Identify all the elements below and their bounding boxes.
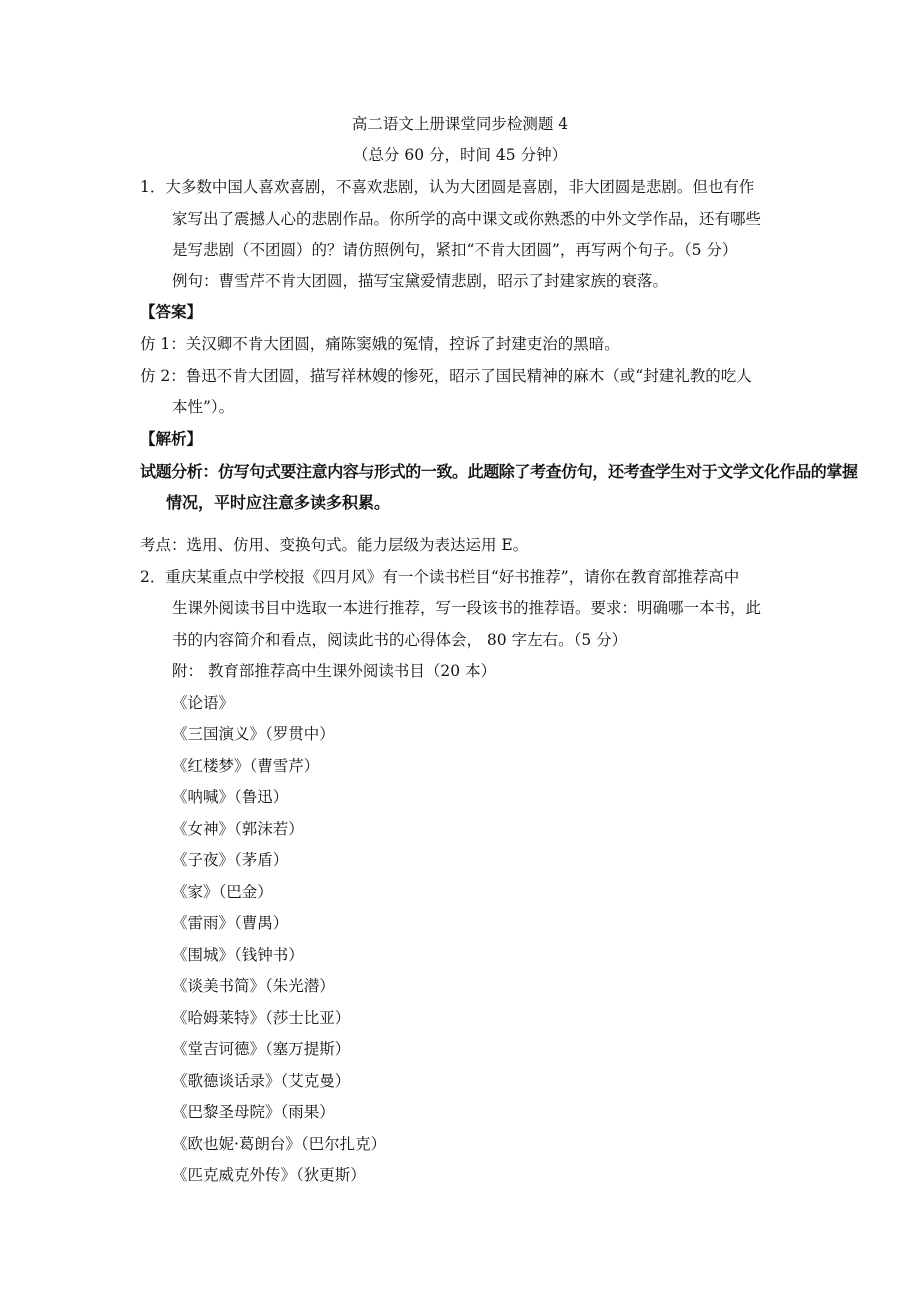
question-1-line: 是写悲剧（不团圆）的？请仿照例句，紧扣“不肯大团圆”，再写两个句子。（5 分） [172, 241, 738, 259]
answer-line: 仿 2：鲁迅不肯大团圆，描写祥林嫂的惨死，昭示了国民精神的麻木（或“封建礼教的吃人 [140, 367, 752, 385]
book-item: 《堂吉诃德》（塞万提斯） [172, 1040, 351, 1058]
book-item: 《巴黎圣母院》（雨果） [172, 1103, 335, 1121]
book-item: 《论语》 [172, 694, 235, 712]
book-item: 《谈美书简》（朱光潜） [172, 977, 335, 995]
question-1-example: 例句：曹雪芹不肯大团圆，描写宝黛爱情悲剧，昭示了封建家族的衰落。 [172, 272, 669, 290]
question-2-line: 书的内容简介和看点，阅读此书的心得体会， 80 字左右。（5 分） [172, 631, 628, 649]
kaodian-note: 考点：选用、仿用、变换句式。能力层级为表达运用 E。 [140, 536, 529, 554]
book-item: 《歌德谈话录》（艾克曼） [172, 1072, 351, 1090]
analysis-line: 情况，平时应注意多读多积累。 [166, 493, 391, 512]
book-item: 《红楼梦》（曹雪芹） [172, 757, 320, 775]
question-2-line: 生课外阅读书目中选取一本进行推荐，写一段该书的推荐语。要求：明确哪一本书，此 [172, 599, 762, 617]
book-item: 《三国演义》（罗贯中） [172, 725, 335, 743]
question-1-line: 家写出了震撼人心的悲剧作品。你所学的高中课文或你熟悉的中外文学作品，还有哪些 [172, 210, 762, 228]
answer-line: 本性”）。 [172, 398, 235, 416]
book-item: 《围城》（钱钟书） [172, 946, 304, 964]
book-item: 《匹克威克外传》（狄更斯） [172, 1166, 366, 1184]
book-item: 《欧也妮·葛朗台》（巴尔扎克） [172, 1135, 387, 1153]
analysis-line: 试题分析：仿写句式要注意内容与形式的一致。此题除了考查仿句，还考查学生对于文学文化作品的掌握 [140, 462, 858, 481]
book-item: 《呐喊》（鲁迅） [172, 788, 289, 806]
book-item: 《子夜》（茅盾） [172, 851, 289, 869]
book-item: 《女神》（郭沫若） [172, 820, 304, 838]
analysis-heading: 【解析】 [140, 429, 203, 448]
answer-line: 仿 1：关汉卿不肯大团圆，痛陈窦娥的冤情，控诉了封建吏治的黑暗。 [140, 335, 620, 353]
page-subtitle: （总分 60 分，时间 45 分钟） [352, 146, 568, 164]
answer-heading: 【答案】 [140, 302, 203, 321]
book-item: 《家》（巴金） [172, 883, 273, 901]
question-2-line: 2．重庆某重点中学校报《四月风》有一个读书栏目“好书推荐”，请你在教育部推荐高中 [140, 568, 740, 586]
page-title: 高二语文上册课堂同步检测题 4 [351, 115, 569, 133]
question-2-appendix: 附： 教育部推荐高中生课外阅读书目（20 本） [172, 662, 497, 680]
book-item: 《哈姆莱特》（莎士比亚） [172, 1009, 351, 1027]
question-1-line: 1．大多数中国人喜欢喜剧，不喜欢悲剧，认为大团圆是喜剧，非大团圆是悲剧。但也有作 [140, 178, 755, 196]
book-item: 《雷雨》（曹禺） [172, 914, 289, 932]
